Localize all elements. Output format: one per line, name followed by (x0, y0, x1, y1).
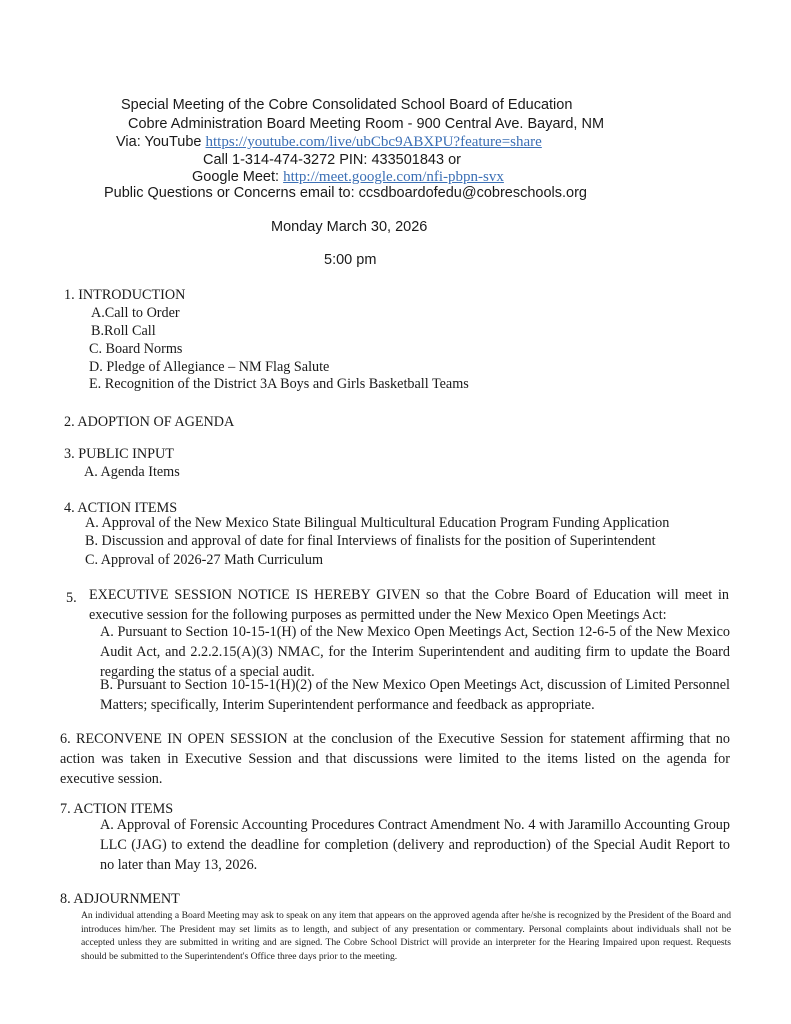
google-meet-link[interactable]: http://meet.google.com/nfi-pbpn-svx (283, 169, 504, 185)
section-3-title: 3. PUBLIC INPUT (64, 446, 174, 462)
list-item: E. Recognition of the District 3A Boys and Girls Basketball Teams (89, 376, 469, 392)
public-email-line: Public Questions or Concerns email to: ccsdboardofedu@cobreschools.org (104, 185, 587, 201)
list-item: A. Approval of the New Mexico State Bilingual Multicultural Education Program Funding Application (85, 515, 670, 531)
list-item: A.Call to Order (91, 305, 180, 321)
list-item: A. Approval of Forensic Accounting Procedures Contract Amendment No. 4 with Jaramillo Accounting Group LLC (JAG) to extend the deadline for completion (delivery and reproduction) of the Special Audit Report to no later than May 13, 2026. (100, 817, 730, 873)
section-7-title: 7. ACTION ITEMS (60, 801, 174, 817)
list-item: B. Pursuant to Section 10-15-1(H)(2) of the New Mexico Open Meetings Act, discussion of Limited Personnel Matters; specifically, Interim Superintendent performance and feedback as appropriate. (100, 677, 730, 713)
phone-line: Call 1-314-474-3272 PIN: 433501843 or (203, 152, 461, 168)
meeting-date: Monday March 30, 2026 (271, 219, 428, 235)
meeting-location: Cobre Administration Board Meeting Room - 900 Central Ave. Bayard, NM (128, 116, 605, 132)
list-item: C. Board Norms (89, 341, 183, 357)
section-1-title: 1. INTRODUCTION (64, 287, 186, 303)
list-item: C. Approval of 2026-27 Math Curriculum (85, 552, 324, 568)
list-item: D. Pledge of Allegiance – NM Flag Salute (89, 359, 330, 375)
youtube-link[interactable]: https://youtube.com/live/ubCbc9ABXPU?feature=share (205, 134, 542, 150)
list-item: A. Agenda Items (84, 464, 180, 480)
footer-note: An individual attending a Board Meeting may ask to speak on any item that appears on the approved agenda after he/she is recognized by the President of the Board and introduces him/her. The President may set limits as to length, and subject of any presentation or commentary. Personal complaints about individuals shall not be accepted unless they are submitted in writing and are signed. The Cobre School District will provide an interpreter for the Hearing Impaired upon request. Requests should be submitted to the Superintendent's Office three days prior to the meeting. (81, 910, 731, 962)
list-item: B. Discussion and approval of date for final Interviews of finalists for the position of Superintendent (85, 533, 656, 549)
youtube-line (116, 134, 542, 151)
list-item: B.Roll Call (91, 323, 156, 339)
section-5-number: 5. (66, 590, 77, 606)
meeting-title: Special Meeting of the Cobre Consolidated School Board of Education (121, 97, 573, 113)
list-item: A. Pursuant to Section 10-15-1(H) of the New Mexico Open Meetings Act, Section 12-6-5 of the New Mexico Audit Act, and 2.2.2.15(A)(3) NMAC, for the Interim Superintendent and auditing firm to update the Board regarding the status of a special audit. (100, 624, 730, 680)
section-2-title: 2. ADOPTION OF AGENDA (64, 414, 235, 430)
youtube-label: Via: YouTube (116, 134, 202, 150)
section-8-title: 8. ADJOURNMENT (60, 891, 180, 907)
section-6-text: 6. RECONVENE IN OPEN SESSION at the conclusion of the Executive Session for statement affirming that no action was taken in Executive Session and that discussions were limited to the items listed on the agenda for executive session. (60, 731, 730, 787)
section-4-title: 4. ACTION ITEMS (64, 500, 178, 516)
meeting-time: 5:00 pm (324, 252, 377, 268)
google-meet-line (192, 169, 504, 186)
section-5-text: EXECUTIVE SESSION NOTICE IS HEREBY GIVEN so that the Cobre Board of Education will meet in executive session for the following purposes as permitted under the New Mexico Open Meetings Act: (89, 587, 729, 623)
google-meet-label: Google Meet: (192, 169, 280, 185)
